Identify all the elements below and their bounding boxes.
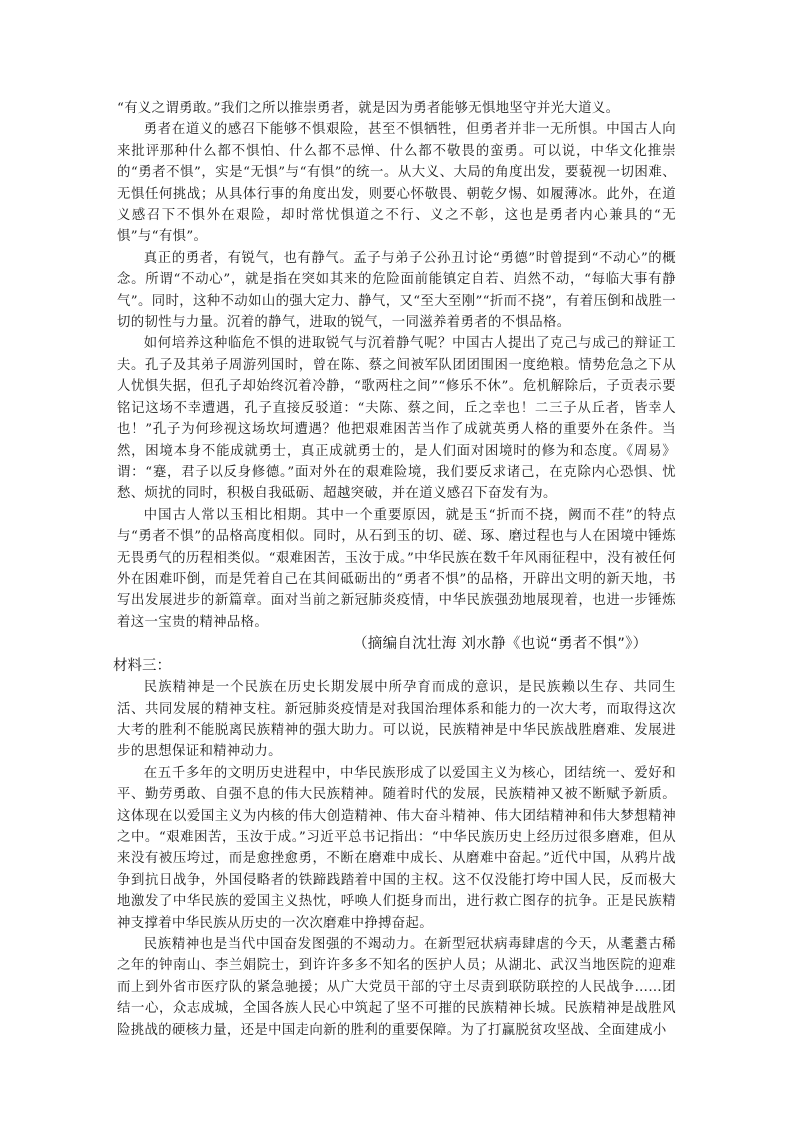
- paragraph-national-spirit: 民族精神是一个民族在历史长期发展中所孕育而成的意识，是民族赖以生存、共同生活、共同发展的精神支柱。新冠肺炎疫情是对我国治理体系和能力的一次大考，而取得这次大考的胜利不能脱离民族精神的强大助力。可以说，民族精神是中华民族战胜磨难、发展进步的思想保证和精神动力。: [117, 680, 676, 760]
- paragraph-jade-metaphor: 中国古人常以玉相比相期。其中一个重要原因，就是玉“折而不挠，阙而不荏”的特点与“勇者不惧”的品格高度相似。同时，从石到玉的切、磋、琢、磨过程也与人在困境中锤炼无畏勇气的历程相类似。“艰难困苦，玉汝于成。”中华民族在数千年风雨征程中，没有被任何外在困难吓倒，而是凭着自己在其间砥砺出的“勇者不惧”的品格，开辟出文明的新天地，书写出发展进步的新篇章。面对当前之新冠肺炎疫情，中华民族强劲地展现着，也进一步锤炼着这一宝贵的精神品格。: [117, 507, 676, 630]
- paragraph-fear-and-fearless: 勇者在道义的感召下能够不惧艰险，甚至不惧牺牲，但勇者并非一无所惧。中国古人向来批评那种什么都不惧怕、什么都不忌惮、什么都不敬畏的蛮勇。可以说，中华文化推崇的“勇者不惧”，实是“无惧”与“有惧”的统一。从大义、大局的角度出发，要藐视一切困难、无惧任何挑战；从具体行事的角度出发，则要心怀敬畏、朝乾夕惕、如履薄冰。此外，在道义感召下不惧外在艰险，却时常忧惧道之不行、义之不彰，这也是勇者内心兼具的“无惧”与“有惧”。: [117, 122, 676, 245]
- material-two-section: [117, 98, 676, 655]
- section-heading: 材料三：: [113, 658, 171, 675]
- material-three-section: [113, 655, 676, 1041]
- paragraph-cultivation: 如何培养这种临危不惧的进取锐气与沉着静气呢？中国古人提出了克己与成己的辩证工夫。孔子及其弟子周游列国时，曾在陈、蔡之间被军队团团围困一度绝粮。情势危急之下从人忧惧失据，但孔子却始终沉着冷静，“歌两柱之间”“修乐不休”。危机解除后，子贡表示要铭记这场不幸遭遇，孔子直接反驳道：“夫陈、蔡之间，丘之幸也！二三子从丘者，皆幸人也！”孔子为何珍视这场坎坷遭遇？他把艰难困苦当作了成就英勇人格的重要外在条件。当然，困境本身不能成就勇士，真正成就勇士的，是人们面对困境时的修为和态度。《周易》谓：“蹇，君子以反身修德。”面对外在的艰难险境，我们要反求诸己，在克除内心恐惧、忧愁、烦扰的同时，积极自我砥砺、超越突破，并在道义感召下奋发有为。: [117, 336, 676, 502]
- source-citation: （摘编自沈壮海 刘水静《也说“勇者不惧”》）: [353, 636, 648, 653]
- paragraph-history: 在五千多年的文明历史进程中，中华民族形成了以爱国主义为核心，团结统一、爱好和平、勤劳勇敢、自强不息的伟大民族精神。随着时代的发展，民族精神又被不断赋予新质。这体现在以爱国主义为内核的伟大创造精神、伟大奋斗精神、伟大团结精神和伟大梦想精神之中。“艰难困苦，玉汝于成。”习近平总书记指出：“中华民族历史上经历过很多磨难，但从来没有被压垮过，而是愈挫愈勇，不断在磨难中成长、从磨难中奋起。”近代中国，从鸦片战争到抗日战争，外国侵略者的铁蹄践踏着中国的主权。这不仅没能打垮中国人民，反而极大地激发了中华民族的爱国主义热忱，呼唤人们挺身而出，进行救亡图存的抗争。正是民族精神支撑着中华民族从历史的一次次磨难中挣搏奋起。: [117, 765, 676, 931]
- paragraph-calm-spirit: 真正的勇者，有锐气，也有静气。孟子与弟子公孙丑讨论“勇德”时曾提到“不动心”的概念。所谓“不动心”，就是指在突如其来的危险面前能镇定自若、岿然不动，“每临大事有静气”。同时，这种不动如山的强大定力、静气，又“至大至刚”“折而不挠”，有着压倒和战胜一切的韧性与力量。沉着的静气，进取的锐气，一同滋养着勇者的不惧品格。: [117, 250, 676, 331]
- paragraph-contemporary: 民族精神也是当代中国奋发图强的不竭动力。在新型冠状病毒肆虐的今天，从耄耋古稀之年的钟南山、李兰娟院士，到许许多多不知名的医护人员；从湖北、武汉当地医院的迎难而上到外省市医疗队的紧急驰援；从广大党员干部的守土尽责到联防联控的人民战争……团结一心，众志成城，全国各族人民心中筑起了坚不可摧的民族精神长城。民族精神是战胜风险挑战的硬核力量，还是中国走向新的胜利的重要保障。为了打赢脱贫攻坚战、全面建成小: [117, 937, 676, 1038]
- paragraph-opening-quote: “有义之谓勇敢。”我们之所以推崇勇者，就是因为勇者能够无惧地坚守并光大道义。: [117, 101, 620, 116]
